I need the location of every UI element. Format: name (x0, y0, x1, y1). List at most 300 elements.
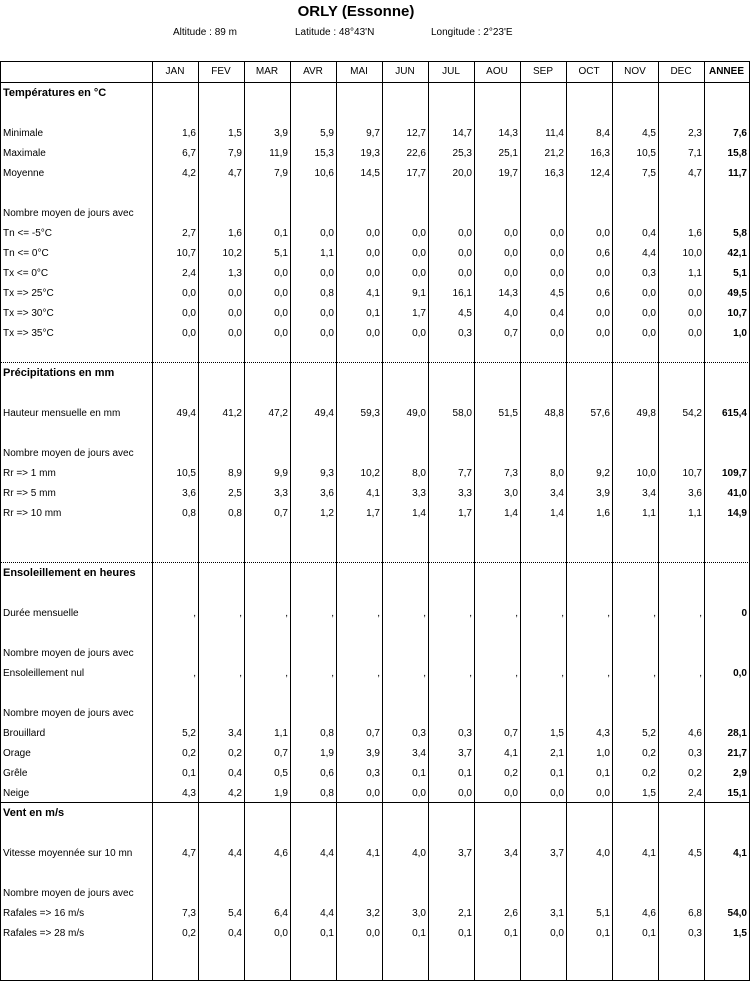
month-value-cell: 4,3 (596, 727, 610, 739)
month-value-cell: 12,4 (590, 167, 610, 179)
month-value-cell: 51,5 (498, 407, 518, 419)
table-row (0, 823, 749, 843)
month-value-cell (382, 543, 428, 563)
annual-value-cell (704, 443, 749, 463)
month-value-cell (244, 103, 290, 123)
month-value-cell (474, 443, 520, 463)
table-row (0, 183, 749, 203)
month-value-cell (336, 823, 382, 843)
month-value-cell: 4,6 (688, 727, 702, 739)
month-value-cell: 8,0 (412, 467, 426, 479)
month-value-cell: 4,4 (228, 847, 242, 859)
row-label: Tn <= -5°C (3, 227, 53, 239)
month-value-cell: 0,1 (320, 927, 334, 939)
row-label: Tx => 35°C (3, 327, 54, 339)
month-value-cell: 3,6 (688, 487, 702, 499)
annual-value-cell: 615,4 (721, 407, 747, 419)
month-value-cell (244, 623, 290, 643)
annual-value-cell (704, 863, 749, 883)
month-value-cell (658, 643, 704, 663)
month-header: DEC (670, 66, 692, 77)
month-value-cell: 1,1 (688, 507, 702, 519)
month-value-cell: , (193, 607, 196, 619)
month-value-cell: , (561, 667, 564, 679)
month-value-cell (244, 863, 290, 883)
month-value-cell: 10,6 (314, 167, 334, 179)
annual-value-cell (704, 363, 749, 383)
month-value-cell (428, 543, 474, 563)
month-value-cell: 0,2 (228, 747, 242, 759)
month-value-cell: 3,4 (642, 487, 656, 499)
row-label: Rafales => 16 m/s (3, 907, 85, 919)
month-value-cell (152, 363, 198, 383)
month-value-cell (612, 343, 658, 363)
month-value-cell: 3,7 (550, 847, 564, 859)
month-value-cell (382, 443, 428, 463)
annual-value-cell: 49,5 (727, 287, 747, 299)
month-value-cell (428, 863, 474, 883)
month-value-cell: 1,1 (688, 267, 702, 279)
table-row (0, 763, 749, 783)
table-row (0, 543, 749, 563)
month-value-cell (198, 883, 244, 903)
table-row (0, 483, 749, 503)
month-value-cell: 0,2 (182, 747, 196, 759)
month-value-cell: 0,4 (642, 227, 656, 239)
table-row (0, 343, 749, 363)
month-value-cell (566, 183, 612, 203)
month-value-cell: , (699, 607, 702, 619)
month-value-cell: 1,1 (320, 247, 334, 259)
month-value-cell: 0,0 (412, 267, 426, 279)
month-value-cell (244, 383, 290, 403)
month-value-cell (658, 703, 704, 723)
table-row (0, 323, 749, 343)
table-row (0, 743, 749, 763)
month-value-cell (520, 583, 566, 603)
month-value-cell (612, 443, 658, 463)
month-value-cell: 3,9 (366, 747, 380, 759)
month-value-cell (244, 563, 290, 583)
annual-value-cell (704, 523, 749, 543)
annual-value-cell (704, 183, 749, 203)
month-value-cell (382, 383, 428, 403)
table-row (0, 523, 749, 543)
month-value-cell: 9,2 (596, 467, 610, 479)
month-value-cell (428, 803, 474, 823)
annual-value-cell (704, 883, 749, 903)
table-row (0, 363, 749, 383)
month-value-cell (474, 343, 520, 363)
month-value-cell: 1,4 (412, 507, 426, 519)
month-value-cell (658, 623, 704, 643)
month-value-cell (474, 623, 520, 643)
month-value-cell: 0,0 (642, 307, 656, 319)
annual-value-cell (704, 563, 749, 583)
month-value-cell (198, 443, 244, 463)
row-label (0, 183, 152, 203)
month-value-cell (198, 583, 244, 603)
month-value-cell: 4,2 (228, 787, 242, 799)
month-value-cell: 10,0 (636, 467, 656, 479)
month-value-cell (474, 583, 520, 603)
month-value-cell (152, 203, 198, 223)
month-value-cell (428, 563, 474, 583)
month-value-cell (520, 563, 566, 583)
month-value-cell (658, 443, 704, 463)
month-value-cell (244, 643, 290, 663)
month-value-cell (152, 343, 198, 363)
month-value-cell (198, 103, 244, 123)
month-value-cell: 0,0 (550, 247, 564, 259)
month-value-cell (658, 343, 704, 363)
month-value-cell (382, 643, 428, 663)
month-value-cell: 0,6 (320, 767, 334, 779)
month-value-cell (198, 563, 244, 583)
month-value-cell: , (515, 607, 518, 619)
table-row (0, 923, 749, 943)
month-value-cell: 2,5 (228, 487, 242, 499)
month-value-cell: 4,5 (550, 287, 564, 299)
month-value-cell: 0,1 (550, 767, 564, 779)
month-value-cell: 0,0 (182, 327, 196, 339)
month-value-cell (290, 643, 336, 663)
month-value-cell: 9,7 (366, 127, 380, 139)
month-value-cell (152, 103, 198, 123)
month-value-cell (382, 203, 428, 223)
month-value-cell: 7,7 (458, 467, 472, 479)
month-value-cell: , (469, 607, 472, 619)
month-header: JUL (442, 66, 460, 77)
month-value-cell: 0,7 (504, 727, 518, 739)
month-value-cell (566, 363, 612, 383)
month-value-cell: 1,2 (320, 507, 334, 519)
month-value-cell (152, 623, 198, 643)
month-value-cell: , (331, 667, 334, 679)
month-value-cell: 0,0 (550, 787, 564, 799)
month-value-cell: 0,8 (320, 787, 334, 799)
month-value-cell (658, 543, 704, 563)
month-value-cell (520, 343, 566, 363)
row-label: Nombre moyen de jours avec (3, 447, 134, 459)
month-value-cell: 17,7 (406, 167, 426, 179)
table-row (0, 403, 749, 423)
month-value-cell: 2,7 (182, 227, 196, 239)
annual-value-cell: 14,9 (727, 507, 747, 519)
month-value-cell: 10,0 (682, 247, 702, 259)
table-row (0, 843, 749, 863)
month-header: NOV (624, 66, 646, 77)
month-value-cell (382, 183, 428, 203)
month-value-cell: 7,9 (274, 167, 288, 179)
longitude-text: Longitude : 2°23'E (431, 27, 513, 38)
month-value-cell: 14,3 (498, 127, 518, 139)
month-header: SEP (532, 66, 553, 77)
table-row (0, 723, 749, 743)
month-header: JUN (395, 66, 415, 77)
month-value-cell (382, 523, 428, 543)
month-value-cell: 1,6 (182, 127, 196, 139)
month-value-cell (290, 523, 336, 543)
row-label: Ensoleillement nul (3, 667, 85, 679)
month-value-cell (290, 883, 336, 903)
table-row (0, 623, 749, 643)
month-value-cell: 1,5 (550, 727, 564, 739)
annual-value-cell: 28,1 (727, 727, 747, 739)
month-value-cell: 15,3 (314, 147, 334, 159)
month-value-cell (336, 443, 382, 463)
month-value-cell: 0,6 (596, 247, 610, 259)
row-label: Rr => 10 mm (3, 507, 62, 519)
month-value-cell (612, 703, 658, 723)
month-value-cell (612, 563, 658, 583)
table-row (0, 903, 749, 923)
section-heading: Vent en m/s (3, 807, 65, 819)
month-value-cell (428, 423, 474, 443)
month-value-cell: 21,2 (544, 147, 564, 159)
month-value-cell: 0,0 (320, 327, 334, 339)
month-value-cell: 10,2 (360, 467, 380, 479)
month-value-cell (658, 883, 704, 903)
month-value-cell: , (653, 667, 656, 679)
section-heading: Ensoleillement en heures (3, 567, 136, 579)
month-value-cell: 16,1 (452, 287, 472, 299)
month-value-cell (336, 683, 382, 703)
month-value-cell: 0,7 (366, 727, 380, 739)
month-value-cell (290, 103, 336, 123)
month-value-cell: 0,8 (320, 287, 334, 299)
table-row (0, 803, 749, 823)
annual-value-cell: 0 (741, 607, 747, 619)
month-value-cell: 3,7 (458, 847, 472, 859)
month-value-cell: 0,1 (458, 927, 472, 939)
month-value-cell: 4,1 (366, 487, 380, 499)
month-value-cell: , (653, 607, 656, 619)
month-value-cell: 0,0 (412, 227, 426, 239)
month-value-cell (152, 183, 198, 203)
annual-value-cell: 54,0 (727, 907, 747, 919)
month-value-cell: 0,1 (412, 767, 426, 779)
month-value-cell: , (193, 667, 196, 679)
month-value-cell (658, 83, 704, 103)
month-value-cell: 1,7 (366, 507, 380, 519)
month-value-cell (290, 543, 336, 563)
month-value-cell: 0,0 (182, 307, 196, 319)
row-label (0, 623, 152, 643)
month-value-cell: 5,2 (182, 727, 196, 739)
month-value-cell (658, 183, 704, 203)
month-value-cell (474, 423, 520, 443)
month-value-cell: 0,1 (642, 927, 656, 939)
row-label: Grêle (3, 767, 28, 779)
month-value-cell (520, 423, 566, 443)
annual-value-cell (704, 103, 749, 123)
month-value-cell: 0,2 (642, 747, 656, 759)
annual-value-cell: 15,1 (727, 787, 747, 799)
row-label: Hauteur mensuelle en mm (3, 407, 121, 419)
table-row (0, 243, 749, 263)
table-row (0, 463, 749, 483)
month-value-cell (428, 183, 474, 203)
month-value-cell (198, 803, 244, 823)
month-value-cell: 0,0 (412, 327, 426, 339)
annual-value-cell (704, 803, 749, 823)
month-value-cell (244, 83, 290, 103)
month-value-cell: 25,3 (452, 147, 472, 159)
annual-value-cell: 0,0 (733, 667, 747, 679)
month-value-cell: 0,0 (228, 327, 242, 339)
month-value-cell: 2,6 (504, 907, 518, 919)
month-value-cell: 0,1 (412, 927, 426, 939)
month-value-cell: 2,4 (182, 267, 196, 279)
month-value-cell (474, 883, 520, 903)
month-value-cell (520, 883, 566, 903)
month-value-cell: 1,7 (458, 507, 472, 519)
month-value-cell: 0,0 (366, 787, 380, 799)
month-value-cell: 1,3 (228, 267, 242, 279)
month-value-cell: 3,0 (504, 487, 518, 499)
month-value-cell: 8,0 (550, 467, 564, 479)
month-value-cell: 4,6 (642, 907, 656, 919)
month-value-cell: 9,3 (320, 467, 334, 479)
table-row (0, 103, 749, 123)
month-value-cell: 4,0 (504, 307, 518, 319)
table-row (0, 263, 749, 283)
annual-value-cell: 21,7 (727, 747, 747, 759)
month-value-cell: , (423, 667, 426, 679)
month-value-cell (336, 583, 382, 603)
row-label (0, 823, 152, 843)
month-value-cell: , (423, 607, 426, 619)
month-value-cell (566, 563, 612, 583)
month-value-cell: 1,9 (320, 747, 334, 759)
month-value-cell (612, 823, 658, 843)
table-row (0, 303, 749, 323)
month-value-cell (520, 863, 566, 883)
month-value-cell: 4,4 (320, 847, 334, 859)
row-label: Neige (3, 787, 30, 799)
month-value-cell: , (377, 607, 380, 619)
month-value-cell: 0,8 (228, 507, 242, 519)
month-value-cell: 0,7 (274, 747, 288, 759)
month-value-cell: 0,0 (642, 287, 656, 299)
month-value-cell (290, 703, 336, 723)
row-label: Tx <= 0°C (3, 267, 49, 279)
month-value-cell: 3,1 (550, 907, 564, 919)
annual-value-cell (704, 583, 749, 603)
month-value-cell: 58,0 (452, 407, 472, 419)
month-value-cell (428, 343, 474, 363)
month-value-cell (566, 443, 612, 463)
month-value-cell (198, 343, 244, 363)
table-row (0, 663, 749, 683)
month-value-cell: 3,9 (274, 127, 288, 139)
month-value-cell (520, 83, 566, 103)
month-value-cell: 47,2 (268, 407, 288, 419)
table-row (0, 883, 749, 903)
month-value-cell (198, 623, 244, 643)
month-value-cell (474, 203, 520, 223)
month-header: AOU (486, 66, 508, 77)
month-value-cell: 4,0 (596, 847, 610, 859)
month-value-cell: 1,4 (550, 507, 564, 519)
month-value-cell: 7,3 (182, 907, 196, 919)
month-value-cell (290, 823, 336, 843)
month-value-cell (658, 203, 704, 223)
month-value-cell (658, 563, 704, 583)
month-value-cell: 0,2 (182, 927, 196, 939)
month-value-cell: 0,0 (550, 327, 564, 339)
month-value-cell (290, 863, 336, 883)
table-row (0, 603, 749, 623)
month-value-cell: 4,1 (504, 747, 518, 759)
month-value-cell (198, 83, 244, 103)
annual-value-cell: 109,7 (721, 467, 747, 479)
month-value-cell: , (239, 667, 242, 679)
annual-value-cell: 1,5 (733, 927, 747, 939)
month-value-cell: 6,8 (688, 907, 702, 919)
annual-value-cell (704, 823, 749, 843)
month-value-cell (658, 363, 704, 383)
annual-value-cell: 10,7 (727, 307, 747, 319)
month-value-cell: 0,4 (550, 307, 564, 319)
month-value-cell: 0,0 (366, 327, 380, 339)
annual-value-cell: 11,7 (728, 167, 747, 179)
climate-table (0, 83, 749, 943)
month-value-cell: 0,0 (504, 227, 518, 239)
annual-value-cell (704, 343, 749, 363)
month-value-cell (336, 863, 382, 883)
row-label (0, 543, 152, 563)
month-value-cell: 0,4 (228, 767, 242, 779)
month-value-cell (336, 183, 382, 203)
row-label: Tx => 30°C (3, 307, 54, 319)
row-label: Durée mensuelle (3, 607, 79, 619)
month-value-cell (428, 103, 474, 123)
month-value-cell (428, 823, 474, 843)
month-value-cell: 0,0 (366, 247, 380, 259)
month-value-cell: 0,3 (642, 267, 656, 279)
month-value-cell: 0,0 (320, 267, 334, 279)
month-value-cell (152, 563, 198, 583)
month-value-cell: 0,0 (550, 267, 564, 279)
month-value-cell: 0,0 (182, 287, 196, 299)
month-value-cell (520, 443, 566, 463)
month-value-cell (244, 583, 290, 603)
month-value-cell (658, 383, 704, 403)
month-value-cell: 14,7 (452, 127, 472, 139)
month-value-cell (382, 623, 428, 643)
month-value-cell: 0,0 (366, 227, 380, 239)
month-value-cell: 0,0 (228, 307, 242, 319)
month-value-cell (152, 523, 198, 543)
month-value-cell (520, 543, 566, 563)
month-value-cell (244, 543, 290, 563)
month-value-cell (382, 863, 428, 883)
month-value-cell: , (607, 607, 610, 619)
row-label: Nombre moyen de jours avec (3, 707, 134, 719)
month-value-cell (612, 583, 658, 603)
month-value-cell (474, 643, 520, 663)
month-value-cell: 10,7 (176, 247, 196, 259)
month-value-cell (244, 883, 290, 903)
month-header: FEV (211, 66, 231, 77)
month-value-cell (566, 643, 612, 663)
month-value-cell (612, 203, 658, 223)
month-value-cell: , (469, 667, 472, 679)
table-row (0, 583, 749, 603)
row-label (0, 683, 152, 703)
